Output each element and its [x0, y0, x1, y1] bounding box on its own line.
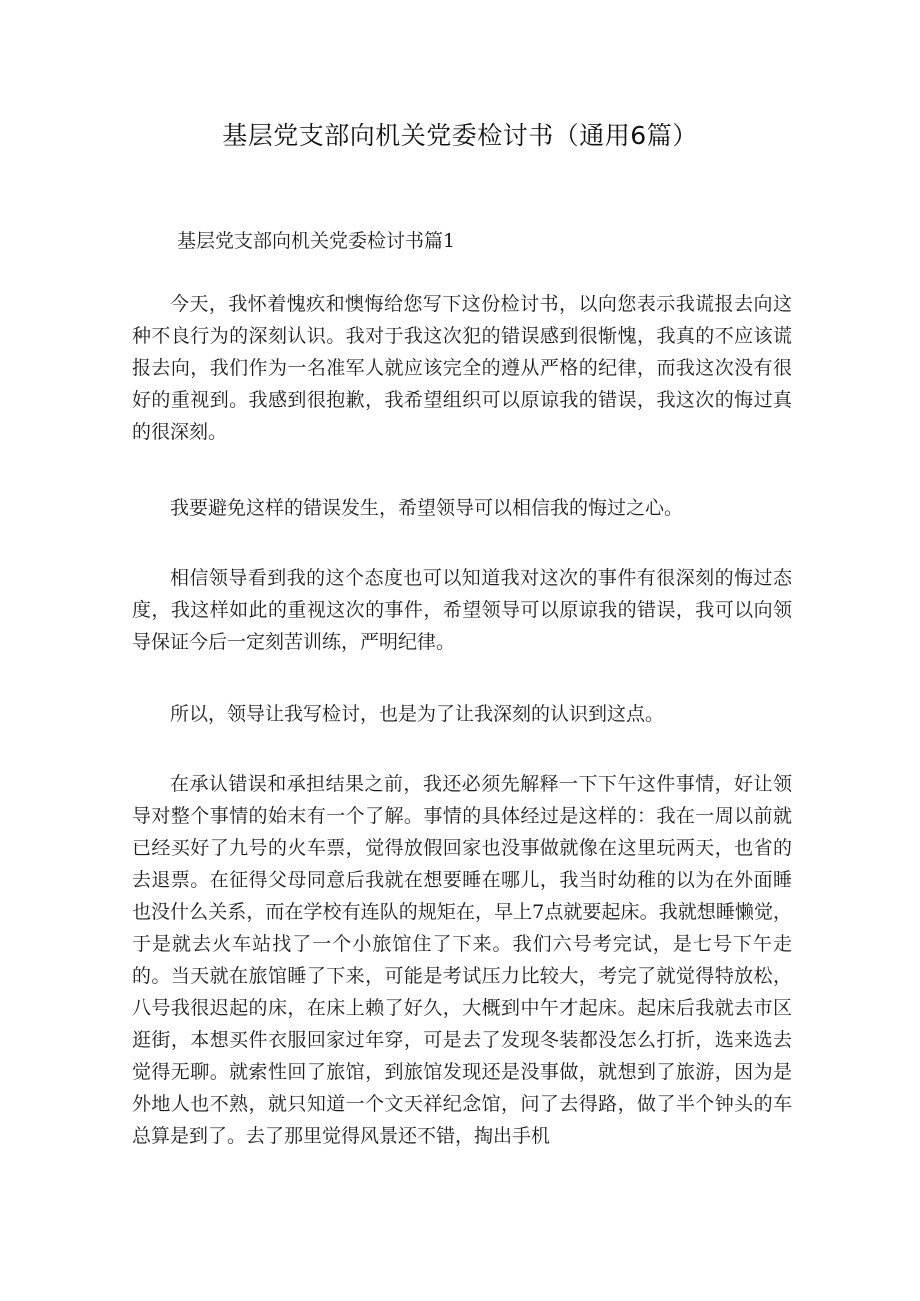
- paragraph-4: 所以，领导让我写检讨，也是为了让我深刻的认识到这点。: [170, 703, 665, 725]
- document-title: 基层党支部向机关党委检讨书（通用6篇）: [222, 121, 698, 150]
- paragraph-2: 我要避免这样的错误发生，希望领导可以相信我的悔过之心。: [170, 497, 684, 519]
- paragraph-3: 相信领导看到我的这个态度也可以知道我对这次的事件有很深刻的悔过态度，我这样如此的重视这次的事件，希望领导可以原谅我的错误，我可以向领导保证今后一定刻苦训练，严明纪律。: [132, 567, 792, 653]
- paragraph-5: 在承认错误和承担结果之前，我还必须先解释一下下午这件事情，好让领导对整个事情的始末有一个了解。事情的具体经过是这样的：我在一周以前就已经买好了九号的火车票，觉得放假回家也没事做就像在这里玩两天，也省的去退票。在征得父母同意后我就在想要睡在哪儿，我当时幼稚的以为在外面睡也没什么关系，而在学校有连队的规矩在，早上7点就要起床。我就想睡懒觉，于是就去火车站找了一个小旅馆住了下来。我们六号考完试，是七号下午走的。当天就在旅馆睡了下来，可能是考试压力比较大，考完了就觉得特放松，八号我很迟起的床，在床上赖了好久，大概到中午才起床。起床后我就去市区逛街，本想买件衣服回家过年穿，可是去了发现冬装都没怎么打折，选来选去觉得无聊。就索性回了旅馆，到旅馆发现还是没事做，就想到了旅游，因为是外地人也不熟，就只知道一个文天祥纪念馆，问了去得路，做了半个钟头的车总算是到了。去了那里觉得风景还不错，掏出手机: [132, 773, 792, 1147]
- section-heading: 基层党支部向机关党委检讨书篇1: [177, 230, 456, 252]
- paragraph-1: 今天，我怀着愧疚和懊悔给您写下这份检讨书，以向您表示我谎报去向这种不良行为的深刻认识。我对于我这次犯的错误感到很惭愧，我真的不应该谎报去向，我们作为一名准军人就应该完全的遵从严格的纪律，而我这次没有很好的重视到。我感到很抱歉，我希望组织可以原谅我的错误，我这次的悔过真的很深刻。: [132, 293, 792, 443]
